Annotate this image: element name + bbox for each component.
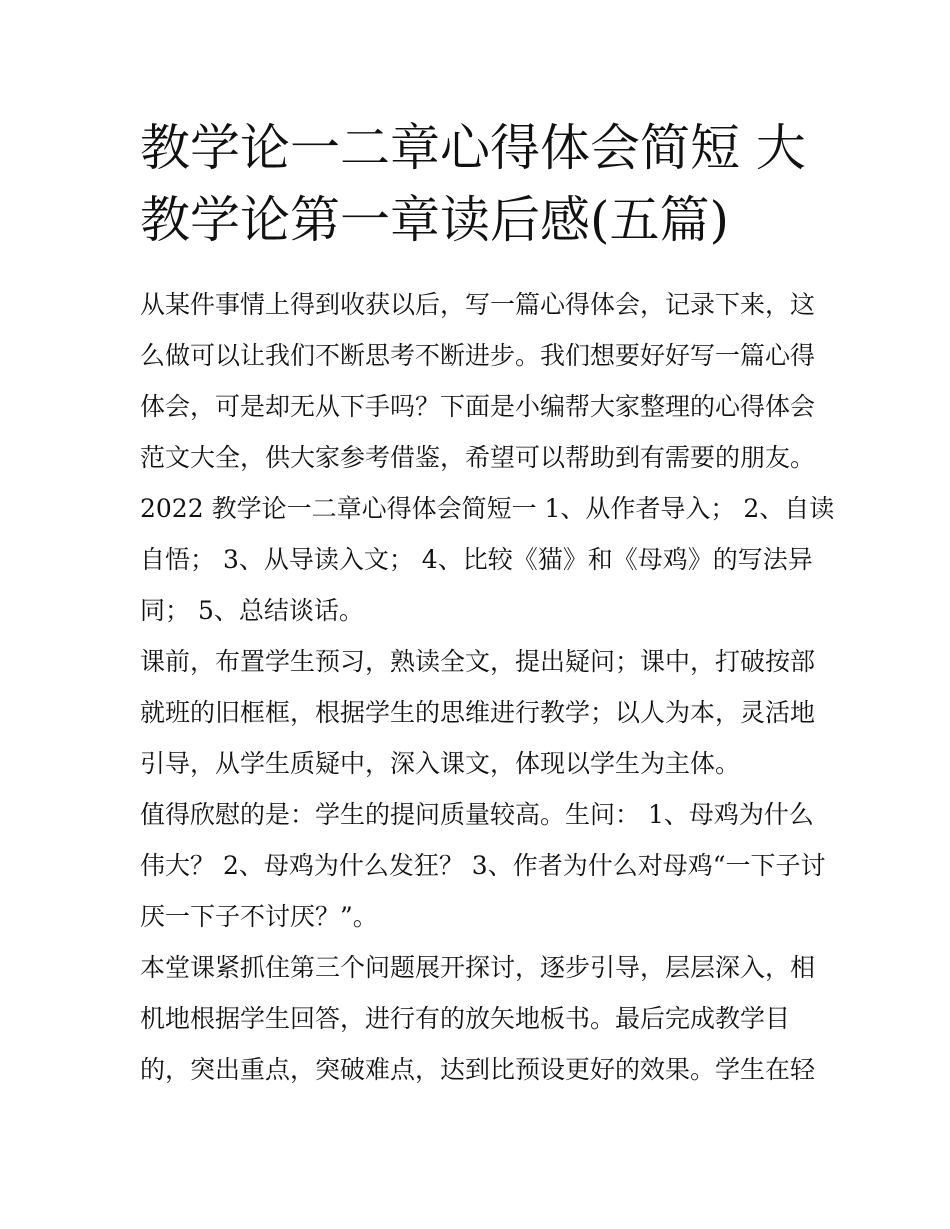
body-line: 2022 教学论一二章心得体会简短一 1、从作者导入； 2、自读 xyxy=(140,494,835,523)
document-body xyxy=(140,279,835,1095)
title-line: 教学论第一章读后感(五篇) xyxy=(140,191,730,249)
body-line: 就班的旧框框，根据学生的思维进行教学；以人为本，灵活地 xyxy=(140,698,816,727)
body-line: 伟大？ 2、母鸡为什么发狂？ 3、作者为什么对母鸡“一下子讨 xyxy=(140,851,826,880)
body-line: 厌一下子不讨厌？”。 xyxy=(140,902,378,931)
body-line: 课前，布置学生预习，熟读全文，提出疑问；课中，打破按部 xyxy=(140,647,816,676)
body-line: 机地根据学生回答，进行有的放矢地板书。最后完成教学目 xyxy=(140,1004,791,1033)
body-line: 自悟； 3、从导读入文； 4、比较《猫》和《母鸡》的写法异 xyxy=(140,545,813,574)
body-line: 的，突出重点，突破难点，达到比预设更好的效果。学生在轻 xyxy=(140,1055,816,1084)
body-line: 值得欣慰的是：学生的提问质量较高。生问： 1、母鸡为什么 xyxy=(140,800,814,829)
body-line: 引导，从学生质疑中，深入课文，体现以学生为主体。 xyxy=(140,749,741,778)
body-line: 同； 5、总结谈话。 xyxy=(140,596,364,625)
document-title xyxy=(140,112,812,256)
body-line: 体会，可是却无从下手吗？下面是小编帮大家整理的心得体会 xyxy=(140,392,816,421)
document-content xyxy=(140,112,835,1095)
title-line: 教学论一二章心得体会简短 大 xyxy=(140,119,806,177)
body-line: 本堂课紧抓住第三个问题展开探讨，逐步引导，层层深入，相 xyxy=(140,953,816,982)
body-line: 从某件事情上得到收获以后，写一篇心得体会，记录下来，这 xyxy=(140,290,816,319)
body-line: 范文大全，供大家参考借鉴，希望可以帮助到有需要的朋友。 xyxy=(140,443,816,472)
body-line: 么做可以让我们不断思考不断进步。我们想要好好写一篇心得 xyxy=(140,341,816,370)
